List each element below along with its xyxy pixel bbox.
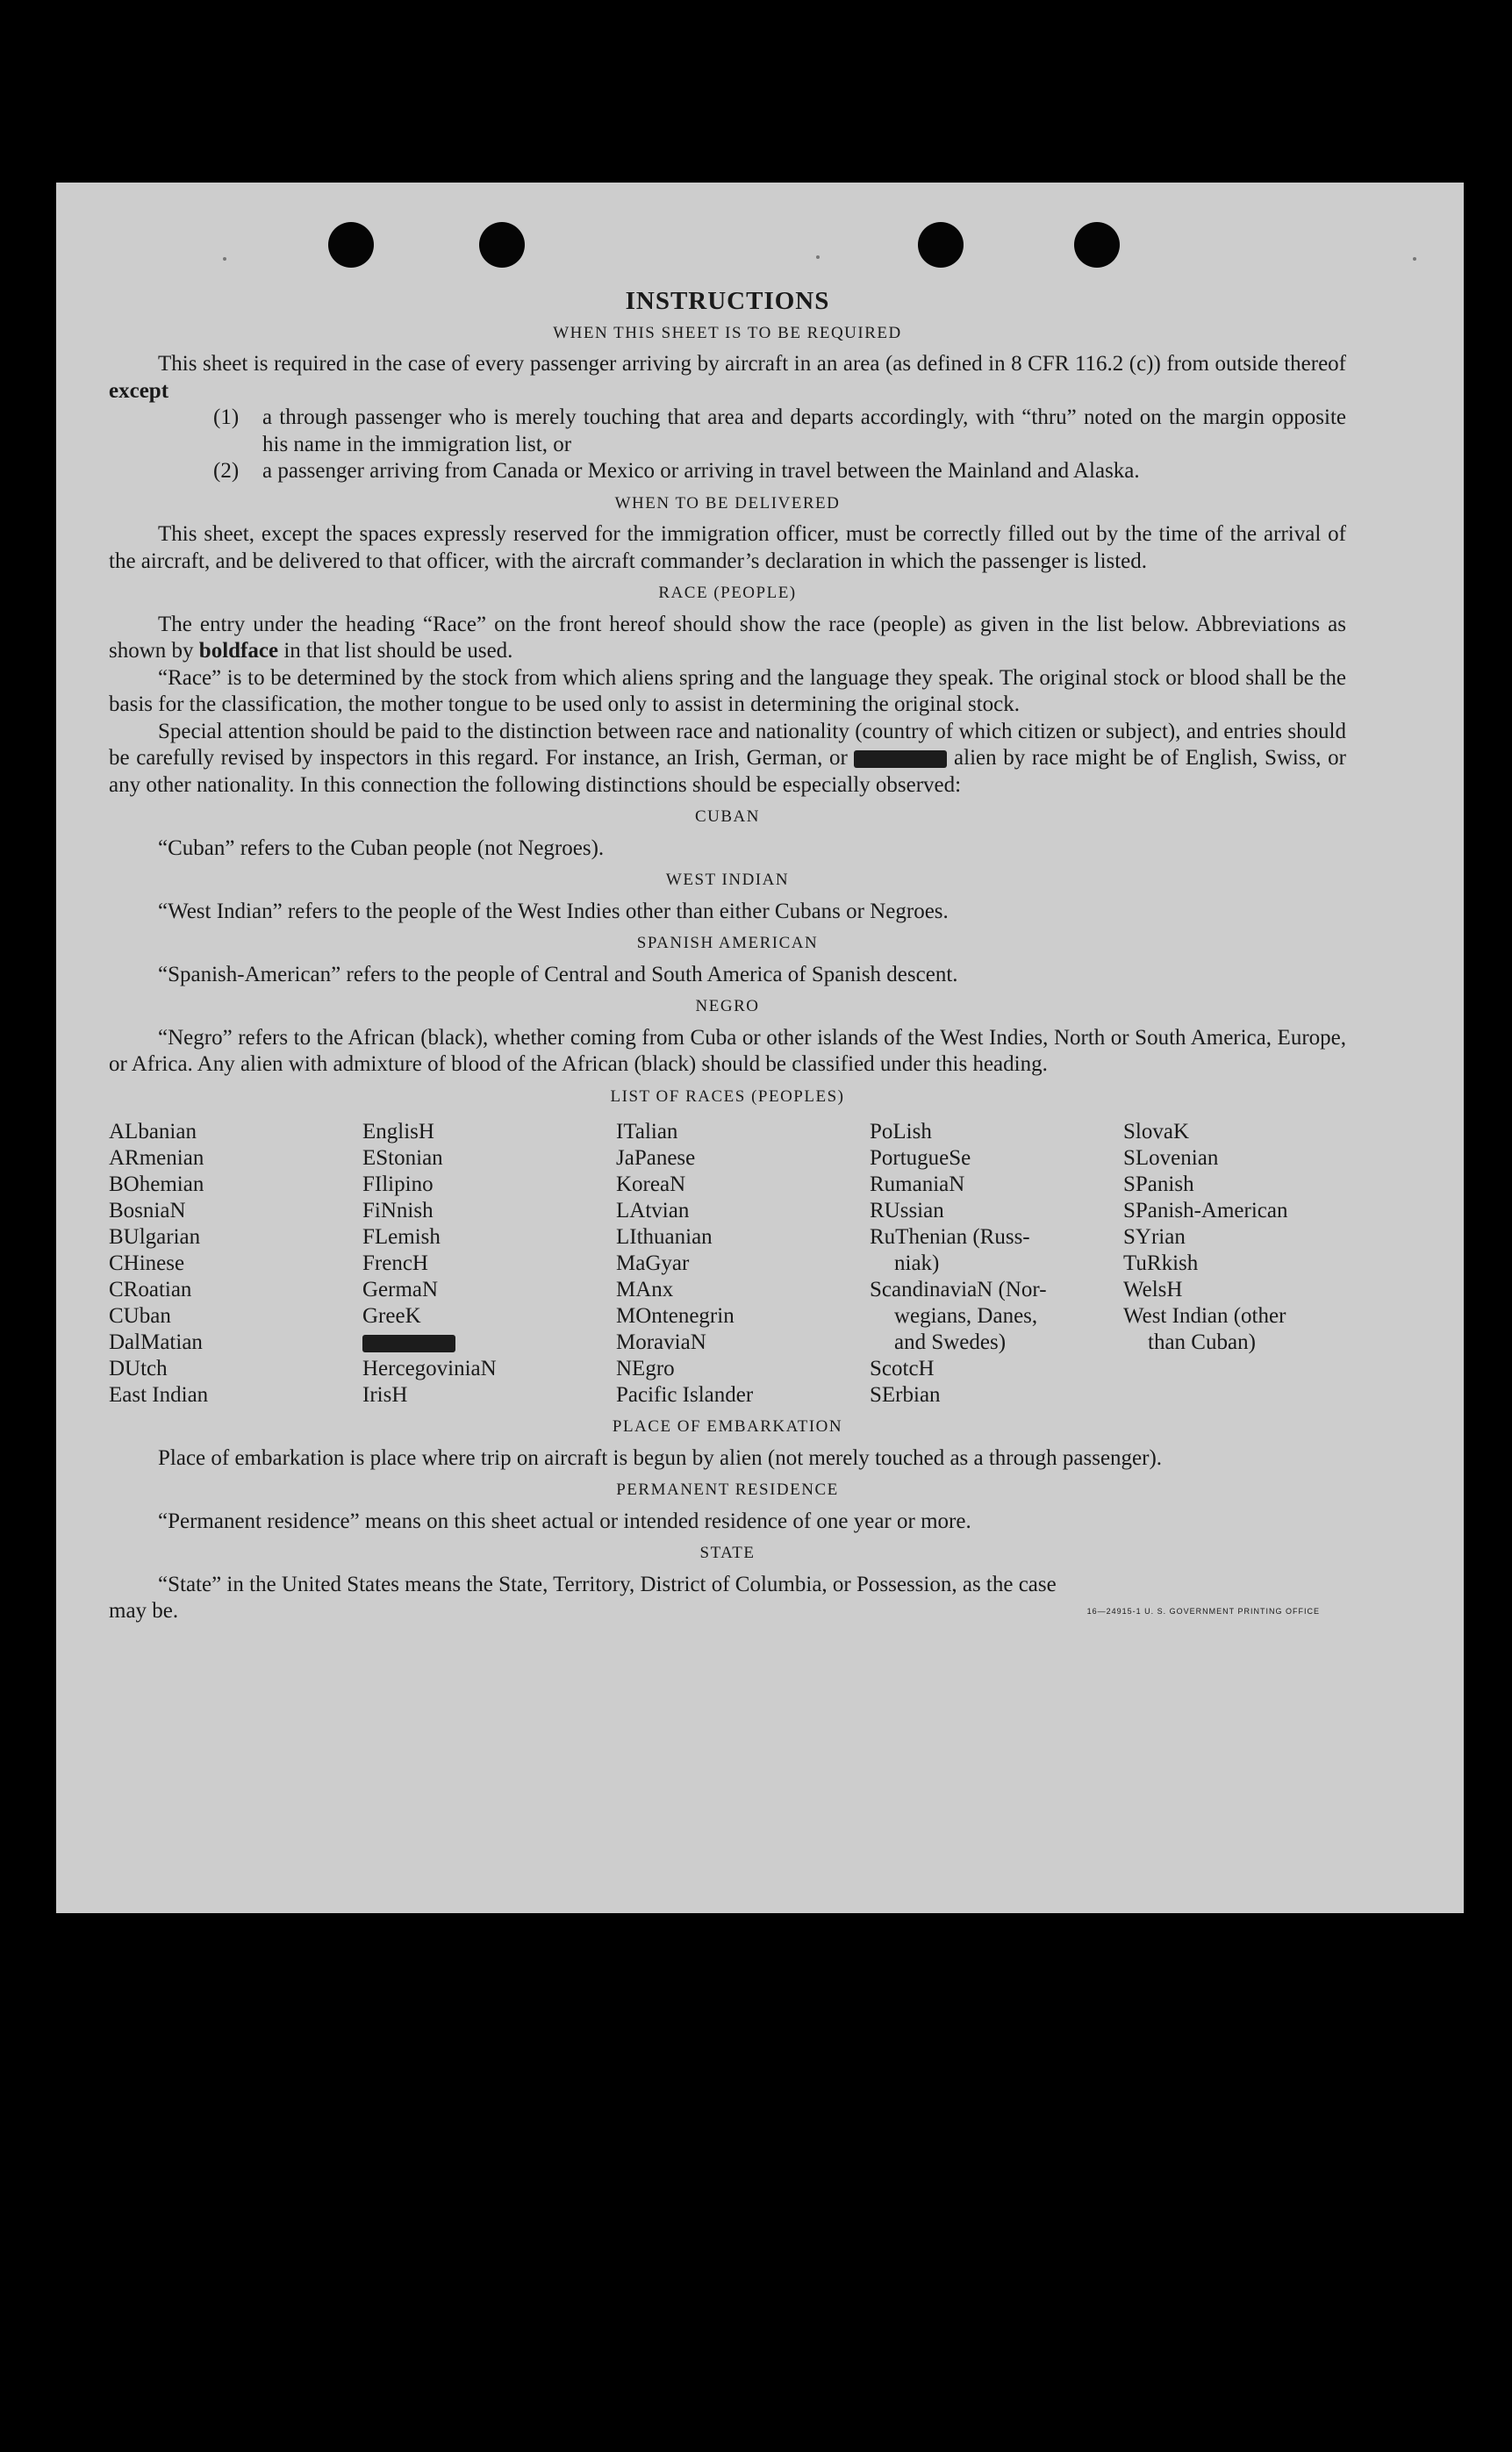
punch-hole-icon [918, 222, 964, 268]
spanish-american-text: “Spanish-American” refers to the people of Central and South America of Spanish descent. [158, 962, 958, 986]
race-item: RuThenian (Russ- [870, 1225, 1030, 1249]
required-item-2: (2) a passenger arriving from Canada or Mexico or arriving in travel between the Mainland and Alaska. [213, 459, 1140, 483]
instructions-content [109, 288, 1346, 1625]
race-item: ITalian [616, 1120, 678, 1144]
race-item: EStonian [362, 1146, 443, 1170]
state-footer-line [109, 1598, 1346, 1625]
race-item: FrencH [362, 1251, 428, 1275]
race-item: DalMatian [109, 1330, 203, 1354]
speck-icon [223, 257, 226, 261]
punch-holes [56, 222, 1464, 275]
races-column-2 [362, 1119, 616, 1409]
required-item-1: (1) a through passenger who is merely touching that area and departs accordingly, with “thru” noted on the margin opposite his name in the immigration list, or [213, 405, 1346, 456]
race-item: GermaN [362, 1278, 439, 1301]
race-item: SErbian [870, 1383, 941, 1407]
section-heading-negro: NEGRO [695, 997, 760, 1015]
race-item: IrisH [362, 1383, 408, 1407]
race-item: GreeK [362, 1304, 421, 1328]
page-title: INSTRUCTIONS [625, 287, 830, 315]
section-heading-required: WHEN THIS SHEET IS TO BE REQUIRED [553, 323, 902, 342]
race-item: PortugueSe [870, 1146, 971, 1170]
race-item: MOntenegrin [616, 1304, 735, 1328]
speck-icon [816, 255, 820, 259]
races-column-3 [616, 1119, 870, 1409]
races-column-4 [870, 1119, 1123, 1409]
section-heading-cuban: CUBAN [694, 807, 760, 826]
race-item: WelsH [1123, 1278, 1183, 1301]
races-column-1 [109, 1119, 362, 1409]
required-intro: This sheet is required in the case of every passenger arriving by aircraft in an area (as defined in 8 CFR 116.2 (c)) from outside thereof except [109, 352, 1346, 403]
section-heading-west-indian: WEST INDIAN [665, 871, 790, 889]
race-item: BUlgarian [109, 1225, 201, 1249]
races-list [109, 1119, 1346, 1409]
race-item: FiNnish [362, 1199, 434, 1222]
race-item: FIlipino [362, 1172, 434, 1196]
races-column-5 [1123, 1119, 1346, 1409]
race-item: EnglisH [362, 1120, 434, 1144]
race-item: CHinese [109, 1251, 185, 1275]
embarkation-text: Place of embarkation is place where trip on aircraft is begun by alien (not merely touched as a through passenger). [158, 1445, 1163, 1470]
race-paragraph-2: “Race” is to be determined by the stock from which aliens spring and the language they speak. The original stock or blood shall be the basis for the classification, the mother tongue to be used only to assist in determining the original stock. [109, 665, 1346, 716]
race-item: ARmenian [109, 1146, 204, 1170]
race-item: CUban [109, 1304, 171, 1328]
race-item: ALbanian [109, 1120, 197, 1144]
race-item: LIthuanian [616, 1225, 713, 1249]
race-item: East Indian [109, 1383, 209, 1407]
race-item: PoLish [870, 1120, 932, 1144]
race-item: LAtvian [616, 1199, 690, 1222]
section-heading-delivered: WHEN TO BE DELIVERED [614, 493, 841, 513]
race-item: KoreaN [616, 1172, 686, 1196]
race-item-continuation: than Cuban) [1148, 1330, 1256, 1354]
delivered-text: This sheet, except the spaces expressly reserved for the immigration officer, must be correctly filled out by the time of the arrival of the aircraft, and be delivered to that officer, with the aircraft commander’s declaration in which the passenger is listed. [109, 522, 1346, 573]
race-item: NEgro [616, 1357, 675, 1380]
race-item: SYrian [1123, 1225, 1186, 1249]
state-text-line-1: “State” in the United States means the State, Territory, District of Columbia, or Possession, as the case [158, 1572, 1057, 1596]
negro-text: “Negro” refers to the African (black), whether coming from Cuba or other islands of the West Indies, North or South America, Europe, or Africa. Any alien with admixture of blood of the African (black) should be classified under this heading. [109, 1025, 1346, 1076]
punch-hole-icon [328, 222, 374, 268]
section-heading-race: RACE (PEOPLE) [658, 584, 797, 602]
race-item: ScotcH [870, 1357, 935, 1380]
punch-hole-icon [1074, 222, 1120, 268]
state-heading: STATE [699, 1544, 756, 1562]
race-item: FLemish [362, 1225, 441, 1249]
race-item-continuation: niak) [894, 1251, 940, 1275]
race-item: BosniaN [109, 1199, 186, 1222]
race-paragraph-3: Special attention should be paid to the distinction between race and nationality (country of which citizen or subject), and entries should be carefully revised by inspectors in this regard. For instance, an Irish, German, or alien by race might be of English, Swiss, or any other nationality. In this connection the following distinctions should be especially observed: [109, 719, 1347, 797]
race-item: MaGyar [616, 1251, 690, 1275]
speck-icon [1413, 257, 1416, 261]
document-sheet [56, 183, 1464, 1913]
section-heading-spanish-american: SPANISH AMERICAN [636, 934, 819, 952]
race-item: SLovenian [1123, 1146, 1219, 1170]
punch-hole-icon [479, 222, 525, 268]
race-item: SlovaK [1123, 1120, 1189, 1144]
race-item: RumaniaN [870, 1172, 965, 1196]
race-paragraph-1: The entry under the heading “Race” on the front hereof should show the race (people) as given in the list below. Abbreviations as shown by boldface in that list should be used. [109, 612, 1346, 663]
race-item: MAnx [616, 1278, 674, 1301]
state-text-line-2: may be. [109, 1599, 179, 1623]
west-indian-text: “West Indian” refers to the people of the West Indies other than either Cubans or Negroes. [158, 899, 949, 923]
cuban-text: “Cuban” refers to the Cuban people (not Negroes). [158, 835, 605, 860]
race-item-continuation: wegians, Danes, [894, 1304, 1038, 1328]
redaction-mark [854, 750, 947, 768]
race-item: RUssian [870, 1199, 944, 1222]
redaction-mark [362, 1335, 455, 1352]
races-list-heading: LIST OF RACES (PEOPLES) [610, 1086, 845, 1106]
race-item: West Indian (other [1123, 1304, 1286, 1328]
race-item: SPanish-American [1123, 1199, 1288, 1222]
race-item-redacted [362, 1330, 616, 1356]
race-item: JaPanese [616, 1146, 696, 1170]
race-item: MoraviaN [616, 1330, 706, 1354]
race-item: CRoatian [109, 1278, 192, 1301]
race-item: BOhemian [109, 1172, 204, 1196]
race-item-continuation: and Swedes) [894, 1330, 1007, 1354]
residence-heading: PERMANENT RESIDENCE [616, 1481, 839, 1499]
race-item: ScandinaviaN (Nor- [870, 1278, 1047, 1301]
printer-mark: 16—24915-1 U. S. GOVERNMENT PRINTING OFFICE [1086, 1607, 1320, 1616]
race-item: SPanish [1123, 1172, 1194, 1196]
race-item: HercegoviniaN [362, 1357, 497, 1380]
embarkation-heading: PLACE OF EMBARKATION [612, 1417, 843, 1436]
residence-text: “Permanent residence” means on this sheet actual or intended residence of one year or more. [158, 1509, 971, 1533]
race-item: TuRkish [1123, 1251, 1199, 1275]
race-item: DUtch [109, 1357, 168, 1380]
race-item: Pacific Islander [616, 1383, 754, 1407]
